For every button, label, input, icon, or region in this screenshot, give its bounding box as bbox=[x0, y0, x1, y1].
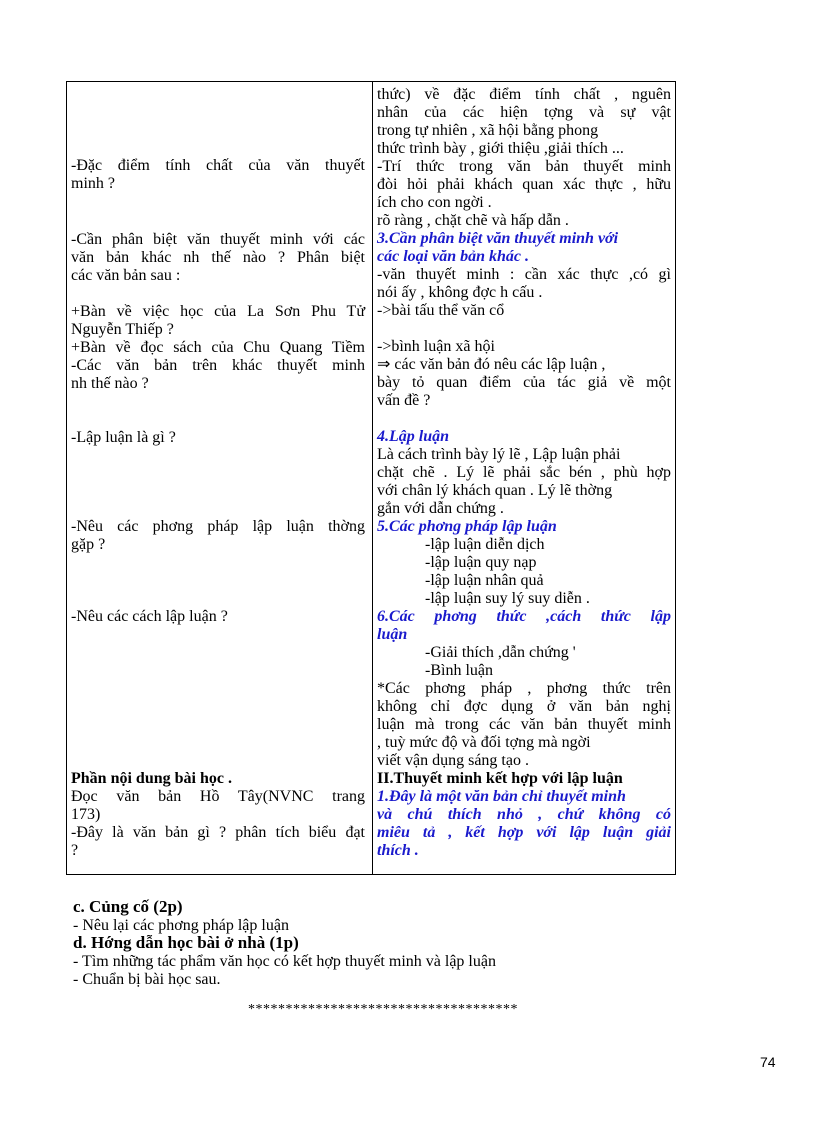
consolidation-item: - Nêu lại các phơng pháp lập luận bbox=[73, 917, 289, 934]
question-text: -Cần phân biệt văn thuyết minh với các bbox=[71, 231, 365, 248]
question-text: 173) bbox=[71, 806, 101, 823]
question-text: -Nêu các phơng pháp lập luận thờng bbox=[71, 518, 365, 535]
question-text: nh thế nào ? bbox=[71, 375, 149, 392]
question-text: -Nêu các cách lập luận ? bbox=[71, 608, 228, 625]
left-column bbox=[71, 82, 365, 874]
page-number: 74 bbox=[760, 1054, 776, 1070]
answer-text: ⇒ các văn bản đó nêu các lập luận , bbox=[377, 356, 606, 373]
question-text: gặp ? bbox=[71, 536, 106, 553]
homework-item: - Chuẩn bị bài học sau. bbox=[73, 971, 221, 988]
answer-text: -lập luận quy nạp bbox=[425, 554, 537, 571]
answer-text: vấn đề ? bbox=[377, 392, 431, 409]
question-text: Nguyễn Thiếp ? bbox=[71, 321, 174, 338]
homework-heading: d. Hớng dẫn học bài ở nhà (1p) bbox=[73, 933, 299, 952]
heading-blue: các loại văn bản khác . bbox=[377, 248, 529, 265]
answer-text: đòi hỏi phải khách quan xác thực , hữu bbox=[377, 176, 671, 193]
answer-text: -văn thuyết minh : cần xác thực ,có gì bbox=[377, 266, 671, 283]
heading-blue: 3.Cần phân biệt văn thuyết minh với bbox=[377, 230, 619, 247]
answer-text: thức) về đặc điểm tính chất , nguên bbox=[377, 86, 671, 103]
question-text: +Bàn về đọc sách của Chu Quang Tiềm bbox=[71, 339, 365, 356]
answer-text: thức trình bày , giới thiệu ,giải thích ... bbox=[377, 140, 624, 157]
homework-item: - Tìm những tác phẩm văn học có kết hợp thuyết minh và lập luận bbox=[73, 953, 496, 970]
question-text: +Bàn về việc học của La Sơn Phu Tử bbox=[71, 303, 365, 320]
answer-text: rõ ràng , chặt chẽ và hấp dẫn . bbox=[377, 212, 569, 229]
question-text: văn bản khác nh thế nào ? Phân biệt bbox=[71, 249, 365, 266]
answer-text: bày tỏ quan điểm của tác giả về một bbox=[377, 374, 671, 391]
question-text: -Các văn bản trên khác thuyết minh bbox=[71, 357, 365, 374]
section-heading: II.Thuyết minh kết hợp với lập luận bbox=[377, 770, 623, 787]
answer-text: Là cách trình bày lý lẽ , Lập luận phải bbox=[377, 446, 621, 463]
separator-stars: ************************************ bbox=[248, 1002, 518, 1017]
answer-text: với chân lý khách quan . Lý lẽ thờng bbox=[377, 482, 613, 499]
answer-text: , tuỳ mức độ và đối tợng mà ngời bbox=[377, 734, 591, 751]
right-column bbox=[377, 82, 671, 874]
answer-text: -Bình luận bbox=[425, 662, 493, 679]
answer-text: viết vận dụng sáng tạo . bbox=[377, 752, 529, 769]
answer-text: ích cho con ngời . bbox=[377, 194, 492, 211]
section-heading: Phần nội dung bài học . bbox=[71, 770, 232, 787]
answer-text: gắn với dẫn chứng . bbox=[377, 500, 504, 517]
answer-text: -Giải thích ,dẫn chứng ' bbox=[425, 644, 576, 661]
answer-text: -lập luận nhân quả bbox=[425, 572, 544, 589]
heading-blue: 4.Lập luận bbox=[377, 428, 450, 445]
answer-text: chặt chẽ . Lý lẽ phải sắc bén , phù hợp bbox=[377, 464, 671, 481]
heading-blue: 5.Các phơng pháp lập luận bbox=[377, 518, 557, 535]
heading-blue: miêu tả , kết hợp với lập luận giải bbox=[377, 824, 671, 841]
question-text: -Đây là văn bản gì ? phân tích biểu đạt bbox=[71, 824, 365, 841]
question-text: các văn bản sau : bbox=[71, 267, 181, 284]
question-text: -Lập luận là gì ? bbox=[71, 429, 176, 446]
answer-text: ->bài tấu thể văn cổ bbox=[377, 302, 505, 319]
answer-text: luận mà trong các văn bản thuyết minh bbox=[377, 716, 671, 733]
answer-text: nhân của các hiện tợng và sự vật bbox=[377, 104, 671, 121]
question-text: -Đặc điểm tính chất của văn thuyết bbox=[71, 157, 365, 174]
heading-blue: thích . bbox=[377, 842, 419, 859]
answer-text: -lập luận diễn dịch bbox=[425, 536, 545, 553]
answer-text: ->bình luận xã hội bbox=[377, 338, 495, 355]
answer-text: nói ấy , không đợc h cấu . bbox=[377, 284, 543, 301]
heading-blue: luận bbox=[377, 626, 408, 643]
answer-text: *Các phơng pháp , phơng thức trên bbox=[377, 680, 671, 697]
question-text: Đọc văn bản Hồ Tây(NVNC trang bbox=[71, 788, 365, 805]
consolidation-heading: c. Củng cố (2p) bbox=[73, 897, 183, 916]
heading-blue: 1.Đây là một văn bản chỉ thuyết minh bbox=[377, 788, 626, 805]
question-text: minh ? bbox=[71, 175, 115, 192]
answer-text: -Trí thức trong văn bản thuyết minh bbox=[377, 158, 671, 175]
answer-text: trong tự nhiên , xã hội bằng phong bbox=[377, 122, 599, 139]
heading-blue: 6.Các phơng thức ,cách thức lập bbox=[377, 608, 671, 625]
heading-blue: và chú thích nhỏ , chứ không có bbox=[377, 806, 671, 823]
lesson-table bbox=[66, 81, 676, 875]
answer-text: không chỉ đợc dụng ở văn bản nghị bbox=[377, 698, 671, 715]
column-divider bbox=[372, 82, 373, 874]
answer-text: -lập luận suy lý suy diễn . bbox=[425, 590, 590, 607]
question-text: ? bbox=[71, 842, 79, 859]
